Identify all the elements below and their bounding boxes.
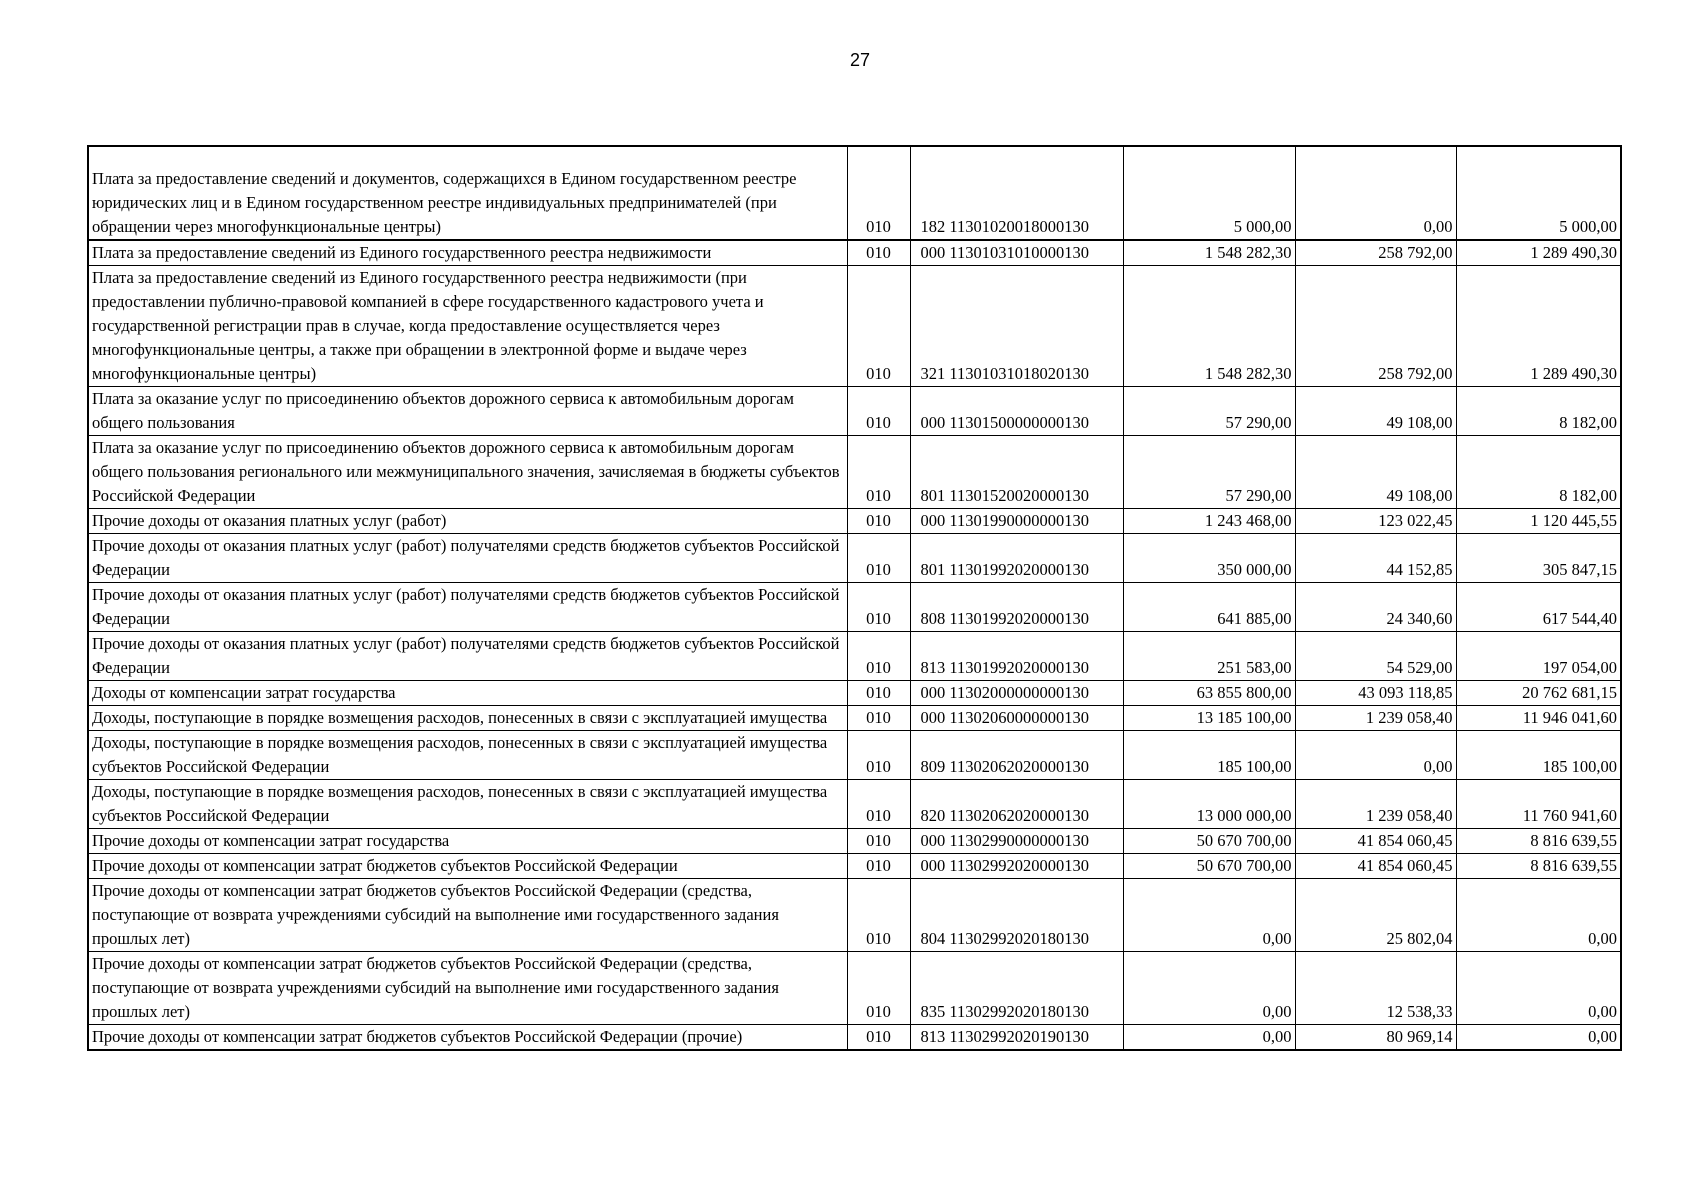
executed-amount: 0,00: [1295, 731, 1456, 780]
line-code: 010: [847, 780, 910, 829]
unexecuted-amount: 1 120 445,55: [1456, 509, 1621, 534]
executed-amount: 1 239 058,40: [1295, 780, 1456, 829]
executed-amount: 43 093 118,85: [1295, 681, 1456, 706]
executed-amount: 41 854 060,45: [1295, 829, 1456, 854]
table-row: [88, 879, 1621, 952]
unexecuted-amount: 11 946 041,60: [1456, 706, 1621, 731]
executed-amount: 123 022,45: [1295, 509, 1456, 534]
approved-amount: 185 100,00: [1123, 731, 1295, 780]
approved-amount: 50 670 700,00: [1123, 854, 1295, 879]
row-name: Доходы от компенсации затрат государства: [88, 681, 847, 706]
line-code: 010: [847, 731, 910, 780]
budget-classification-code: 813 11301992020000130: [910, 632, 1123, 681]
table-row: [88, 240, 1621, 266]
unexecuted-amount: 0,00: [1456, 952, 1621, 1025]
row-name: Доходы, поступающие в порядке возмещения расходов, понесенных в связи с эксплуатацией имущества субъектов Российской Федерации: [88, 731, 847, 780]
table-row: [88, 952, 1621, 1025]
approved-amount: 0,00: [1123, 952, 1295, 1025]
approved-amount: 1 548 282,30: [1123, 240, 1295, 266]
unexecuted-amount: 0,00: [1456, 879, 1621, 952]
budget-classification-code: 000 11301500000000130: [910, 387, 1123, 436]
unexecuted-amount: 185 100,00: [1456, 731, 1621, 780]
budget-classification-code: 000 11302992020000130: [910, 854, 1123, 879]
line-code: 010: [847, 632, 910, 681]
table-row: [88, 681, 1621, 706]
executed-amount: 80 969,14: [1295, 1025, 1456, 1051]
budget-classification-code: 808 11301992020000130: [910, 583, 1123, 632]
line-code: 010: [847, 681, 910, 706]
approved-amount: 1 243 468,00: [1123, 509, 1295, 534]
line-code: 010: [847, 854, 910, 879]
executed-amount: 49 108,00: [1295, 436, 1456, 509]
row-name: Плата за оказание услуг по присоединению объектов дорожного сервиса к автомобильным дорогам общего пользования регионального или межмуниципального значения, зачисляемая в бюджеты субъектов Российской Федерации: [88, 436, 847, 509]
row-name: Плата за предоставление сведений из Единого государственного реестра недвижимости: [88, 240, 847, 266]
unexecuted-amount: 305 847,15: [1456, 534, 1621, 583]
budget-classification-code: 813 11302992020190130: [910, 1025, 1123, 1051]
budget-classification-code: 804 11302992020180130: [910, 879, 1123, 952]
approved-amount: 50 670 700,00: [1123, 829, 1295, 854]
executed-amount: 24 340,60: [1295, 583, 1456, 632]
line-code: 010: [847, 583, 910, 632]
row-name: Прочие доходы от оказания платных услуг (работ) получателями средств бюджетов субъектов Российской Федерации: [88, 534, 847, 583]
line-code: 010: [847, 266, 910, 387]
line-code: 010: [847, 534, 910, 583]
approved-amount: 1 548 282,30: [1123, 266, 1295, 387]
line-code: 010: [847, 240, 910, 266]
unexecuted-amount: 1 289 490,30: [1456, 266, 1621, 387]
table-row: [88, 780, 1621, 829]
table-row: [88, 854, 1621, 879]
budget-classification-code: 000 11302060000000130: [910, 706, 1123, 731]
row-name: Прочие доходы от оказания платных услуг (работ) получателями средств бюджетов субъектов Российской Федерации: [88, 632, 847, 681]
table-row: [88, 706, 1621, 731]
unexecuted-amount: 11 760 941,60: [1456, 780, 1621, 829]
unexecuted-amount: 8 816 639,55: [1456, 854, 1621, 879]
table-row: [88, 436, 1621, 509]
row-name: Доходы, поступающие в порядке возмещения расходов, понесенных в связи с эксплуатацией имущества: [88, 706, 847, 731]
unexecuted-amount: 20 762 681,15: [1456, 681, 1621, 706]
unexecuted-amount: 8 816 639,55: [1456, 829, 1621, 854]
table-row: [88, 1025, 1621, 1051]
table-row: [88, 534, 1621, 583]
budget-classification-code: 000 11301031010000130: [910, 240, 1123, 266]
table-row: [88, 146, 1621, 240]
table-row: [88, 829, 1621, 854]
executed-amount: 258 792,00: [1295, 266, 1456, 387]
row-name: Прочие доходы от компенсации затрат бюджетов субъектов Российской Федерации (средства, поступающие от возврата учреждениями субсидий на выполнение ими государственного задания прошлых лет): [88, 952, 847, 1025]
unexecuted-amount: 197 054,00: [1456, 632, 1621, 681]
budget-classification-code: 000 11301990000000130: [910, 509, 1123, 534]
row-name: Прочие доходы от компенсации затрат бюджетов субъектов Российской Федерации: [88, 854, 847, 879]
budget-classification-code: 835 11302992020180130: [910, 952, 1123, 1025]
executed-amount: 49 108,00: [1295, 387, 1456, 436]
unexecuted-amount: 617 544,40: [1456, 583, 1621, 632]
unexecuted-amount: 0,00: [1456, 1025, 1621, 1051]
table-row: [88, 632, 1621, 681]
approved-amount: 0,00: [1123, 1025, 1295, 1051]
unexecuted-amount: 1 289 490,30: [1456, 240, 1621, 266]
line-code: 010: [847, 1025, 910, 1051]
budget-classification-code: 801 11301992020000130: [910, 534, 1123, 583]
approved-amount: 13 185 100,00: [1123, 706, 1295, 731]
budget-classification-code: 801 11301520020000130: [910, 436, 1123, 509]
executed-amount: 12 538,33: [1295, 952, 1456, 1025]
row-name: Прочие доходы от компенсации затрат государства: [88, 829, 847, 854]
row-name: Прочие доходы от оказания платных услуг (работ): [88, 509, 847, 534]
unexecuted-amount: 8 182,00: [1456, 387, 1621, 436]
line-code: 010: [847, 387, 910, 436]
row-name: Плата за предоставление сведений и документов, содержащихся в Едином государственном реестре юридических лиц и в Едином государственном реестре индивидуальных предпринимателей (при обращении через многофункциональные центры): [88, 146, 847, 240]
table-row: [88, 387, 1621, 436]
approved-amount: 5 000,00: [1123, 146, 1295, 240]
executed-amount: 44 152,85: [1295, 534, 1456, 583]
line-code: 010: [847, 146, 910, 240]
approved-amount: 641 885,00: [1123, 583, 1295, 632]
approved-amount: 57 290,00: [1123, 436, 1295, 509]
executed-amount: 258 792,00: [1295, 240, 1456, 266]
executed-amount: 41 854 060,45: [1295, 854, 1456, 879]
page-number: 27: [849, 50, 871, 70]
budget-classification-code: 000 11302000000000130: [910, 681, 1123, 706]
executed-amount: 0,00: [1295, 146, 1456, 240]
line-code: 010: [847, 952, 910, 1025]
row-name: Прочие доходы от компенсации затрат бюджетов субъектов Российской Федерации (средства, поступающие от возврата учреждениями субсидий на выполнение ими государственного задания прошлых лет): [88, 879, 847, 952]
row-name: Плата за предоставление сведений из Единого государственного реестра недвижимости (при предоставлении публично-правовой компанией в сфере государственного кадастрового учета и государственной регистрации прав в случае, когда предоставление осуществляется через многофункциональные центры, а также при обращении в электронной форме и выдаче через многофункциональные центры): [88, 266, 847, 387]
executed-amount: 25 802,04: [1295, 879, 1456, 952]
line-code: 010: [847, 436, 910, 509]
table-row: [88, 583, 1621, 632]
line-code: 010: [847, 706, 910, 731]
approved-amount: 350 000,00: [1123, 534, 1295, 583]
revenue-table-body: [88, 146, 1621, 1050]
budget-classification-code: 809 11302062020000130: [910, 731, 1123, 780]
line-code: 010: [847, 829, 910, 854]
row-name: Доходы, поступающие в порядке возмещения расходов, понесенных в связи с эксплуатацией имущества субъектов Российской Федерации: [88, 780, 847, 829]
table-row: [88, 509, 1621, 534]
approved-amount: 63 855 800,00: [1123, 681, 1295, 706]
budget-classification-code: 182 11301020018000130: [910, 146, 1123, 240]
unexecuted-amount: 5 000,00: [1456, 146, 1621, 240]
executed-amount: 54 529,00: [1295, 632, 1456, 681]
budget-classification-code: 820 11302062020000130: [910, 780, 1123, 829]
row-name: Прочие доходы от компенсации затрат бюджетов субъектов Российской Федерации (прочие): [88, 1025, 847, 1051]
table-row: [88, 731, 1621, 780]
unexecuted-amount: 8 182,00: [1456, 436, 1621, 509]
approved-amount: 13 000 000,00: [1123, 780, 1295, 829]
approved-amount: 251 583,00: [1123, 632, 1295, 681]
approved-amount: 0,00: [1123, 879, 1295, 952]
table-row: [88, 266, 1621, 387]
approved-amount: 57 290,00: [1123, 387, 1295, 436]
revenue-table: [87, 145, 1622, 1051]
budget-classification-code: 000 11302990000000130: [910, 829, 1123, 854]
executed-amount: 1 239 058,40: [1295, 706, 1456, 731]
row-name: Прочие доходы от оказания платных услуг (работ) получателями средств бюджетов субъектов Российской Федерации: [88, 583, 847, 632]
line-code: 010: [847, 509, 910, 534]
budget-classification-code: 321 11301031018020130: [910, 266, 1123, 387]
row-name: Плата за оказание услуг по присоединению объектов дорожного сервиса к автомобильным дорогам общего пользования: [88, 387, 847, 436]
line-code: 010: [847, 879, 910, 952]
